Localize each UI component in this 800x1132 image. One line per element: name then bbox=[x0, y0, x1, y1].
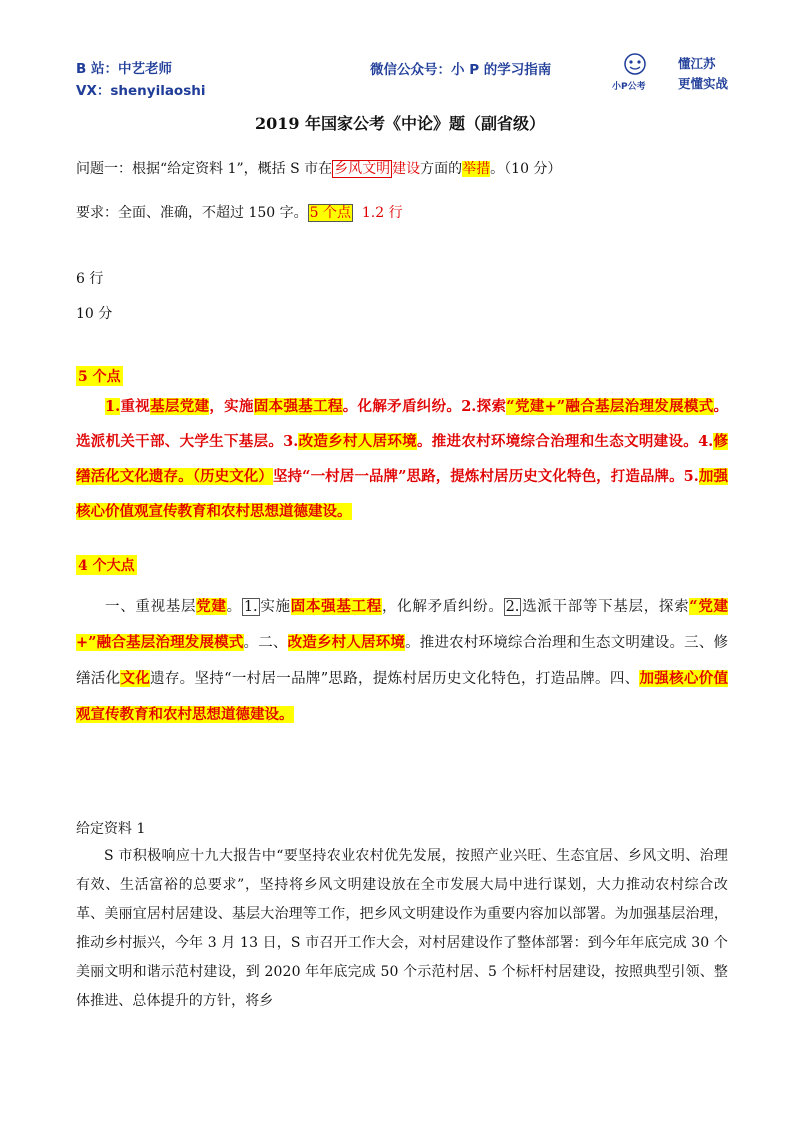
highlight-segment: 修缮活化文化遗存。（历史文化） bbox=[76, 433, 729, 485]
text-segment: ，化解矛盾纠纷。 bbox=[381, 599, 504, 615]
question-mid2: 方面的 bbox=[420, 161, 463, 177]
text-segment: 。选派机关干部、大学生下基层。3. bbox=[76, 398, 729, 450]
brand-logo bbox=[604, 52, 732, 98]
text-segment: 坚持“一村居一品牌”思路，提炼村居历史文化特色，打造品牌。5. bbox=[272, 468, 699, 485]
keyword-highlight: 举措 bbox=[462, 161, 491, 177]
logo-subtitle: 小P公考 bbox=[612, 82, 646, 92]
logo-line2: 更懂实战 bbox=[678, 76, 729, 91]
text-segment: 。 bbox=[226, 599, 242, 615]
five-points-heading: 5 个点 bbox=[76, 366, 123, 386]
text-segment: 遗存。坚持“一村居一品牌”思路，提炼村居历史文化特色，打造品牌。四、 bbox=[150, 671, 640, 687]
material-label: 给定资料 1 bbox=[76, 821, 146, 837]
highlight-segment: 1. bbox=[105, 398, 121, 415]
highlight-segment: 改造乡村人居环境 bbox=[287, 634, 406, 651]
logo-line1: 懂江苏 bbox=[678, 56, 716, 71]
vx-label: VX：shenyilaoshi bbox=[76, 83, 206, 99]
note-score: 10 分 bbox=[76, 306, 113, 322]
highlight-segment: 固本强基工程 bbox=[253, 398, 343, 415]
text-segment: 选派干部等下基层，探索 bbox=[521, 599, 690, 615]
lines-note: 1.2 行 bbox=[361, 205, 403, 221]
text-segment: 重视 bbox=[120, 398, 151, 415]
highlight-segment: 基层党建 bbox=[150, 398, 210, 415]
highlight-segment: 改造乡村人居环境 bbox=[298, 433, 417, 450]
requirement-line bbox=[76, 202, 403, 222]
four-points-heading: 4 个大点 bbox=[76, 555, 137, 575]
material-text: S 市积极响应十九大报告中“要坚持农业农村优先发展，按照产业兴旺、生态宜居、乡风文明、治理有效、生活富裕的总要求”，坚持将乡风文明建设放在全市发展大局中进行谋划，大力推动农村综合改革、美丽宜居村居建设、基层大治理等工作，把乡风文明建设作为重要内容加以部署。为加强基层治理，推动乡村振兴，今年 3 月 13 日，S 市召开工作大会，对村居建设作了整体部署：到今年年底完成 30 个美丽文明和谐示范村建设，到 2020 年年底完成 50 个示范村居、5 个标杆村居建设，按照典型引领、整体推进、总体提升的方针，将乡 bbox=[76, 848, 728, 1009]
highlight-segment: 文化 bbox=[120, 670, 151, 687]
header-left bbox=[76, 58, 205, 102]
note-lines: 6 行 bbox=[76, 271, 104, 287]
text-segment: 。推进农村环境综合治理和生态文明建设。三、修缮活化 bbox=[76, 635, 729, 687]
boxed-number: 2. bbox=[505, 599, 520, 615]
question-suffix: 。（10 分） bbox=[490, 161, 562, 177]
text-segment: ，实施 bbox=[209, 398, 254, 415]
requirement-text: 要求：全面、准确，不超过 150 字。 bbox=[76, 205, 308, 221]
points-badge: 5 个点 bbox=[309, 205, 351, 221]
highlight-segment: “党建+”融合基层治理发展模式 bbox=[506, 398, 714, 415]
highlight-segment: 加强核心价值观宣传教育和农村思想道德建设。 bbox=[76, 468, 728, 520]
highlight-segment: 加强核心价值观宣传教育和农村思想道德建设。 bbox=[76, 670, 729, 723]
highlight-segment: “党建+”融合基层治理发展模式 bbox=[76, 598, 729, 651]
four-points-answer bbox=[76, 589, 728, 733]
question-prefix: 问题一：根据“给定资料 1”，概括 S 市在 bbox=[76, 161, 333, 177]
question-mid1: 建设 bbox=[392, 161, 421, 177]
text-segment: 一、重视基层 bbox=[105, 599, 197, 615]
text-segment: 。化解矛盾纠纷。2.探索 bbox=[342, 398, 507, 415]
highlight-segment: 固本强基工程 bbox=[290, 598, 382, 615]
question-line bbox=[76, 158, 561, 178]
text-segment: 实施 bbox=[259, 599, 291, 615]
wechat-label: 微信公众号：小 P 的学习指南 bbox=[370, 62, 552, 78]
boxed-number: 1. bbox=[243, 599, 258, 615]
boxed-term: 乡风文明 bbox=[334, 161, 391, 177]
text-segment: 。二、 bbox=[243, 635, 288, 651]
highlight-segment: 党建 bbox=[196, 598, 227, 615]
five-points-answer bbox=[76, 389, 728, 529]
mascot-icon bbox=[622, 52, 648, 76]
bilibili-label: B 站：中艺老师 bbox=[76, 61, 172, 77]
text-segment: 。推进农村环境综合治理和生态文明建设。4. bbox=[416, 433, 714, 450]
document-title: 2019 年国家公考《中论》题（副省级） bbox=[254, 114, 546, 133]
